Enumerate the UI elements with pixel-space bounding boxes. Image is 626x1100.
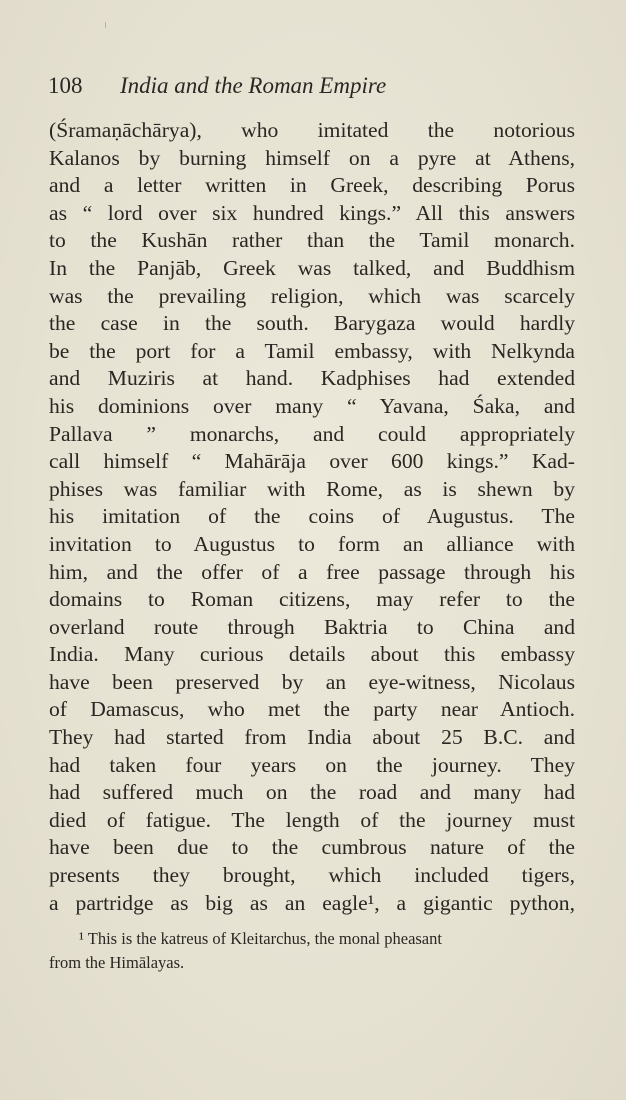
body-line: invitation to Augustus to form an alliance with [49, 531, 575, 556]
body-line: died of fatigue. The length of the journey must [49, 807, 575, 832]
body-line: was the prevailing religion, which was scarcely [49, 283, 575, 308]
footnote [49, 927, 575, 974]
page-number: 108 [48, 73, 83, 98]
footnote-line: from the Himālayas. [49, 952, 185, 972]
body-line: and a letter written in Greek, describing Porus [49, 173, 575, 198]
body-line: as “ lord over six hundred kings.” All this answers [49, 200, 575, 225]
body-line: his dominions over many “ Yavana, Śaka, and [49, 393, 575, 418]
body-line: (Śramaṇāchārya), who imitated the notorious [49, 118, 575, 142]
body-line: had taken four years on the journey. They [49, 752, 575, 777]
body-line: to the Kushān rather than the Tamil monarch. [49, 228, 575, 253]
body-line: have been preserved by an eye-witness, Nicolaus [49, 669, 575, 694]
body-line: India. Many curious details about this embassy [49, 642, 575, 667]
body-line: the case in the south. Barygaza would hardly [49, 311, 575, 336]
body-line: presents they brought, which included tigers, [49, 863, 575, 888]
paper-speck [105, 22, 106, 28]
body-line: domains to Roman citizens, may refer to the [49, 587, 575, 612]
body-line: and Muziris at hand. Kadphises had extended [49, 366, 575, 391]
body-line: Kalanos by burning himself on a pyre at Athens, [49, 145, 575, 170]
body-line: have been due to the cumbrous nature of the [49, 835, 575, 860]
body-line: In the Panjāb, Greek was talked, and Buddhism [49, 255, 575, 280]
body-line: his imitation of the coins of Augustus. The [49, 504, 575, 529]
body-line: had suffered much on the road and many had [49, 780, 575, 805]
body-line: They had started from India about 25 B.C. and [49, 725, 575, 750]
body-line: him, and the offer of a free passage through his [49, 559, 575, 584]
body-line: a partridge as big as an eagle¹, a gigantic python, [49, 890, 575, 915]
body-line: Pallava ” monarchs, and could appropriately [49, 421, 575, 446]
page-header [48, 70, 578, 102]
footnote-line: ¹ This is the katreus of Kleitarchus, the monal pheasant [79, 929, 442, 948]
body-line: phises was familiar with Rome, as is shewn by [49, 476, 575, 501]
body-line: call himself “ Mahārāja over 600 kings.” Kad- [49, 449, 575, 474]
running-title: India and the Roman Empire [120, 73, 387, 98]
body-line: overland route through Baktria to China and [49, 614, 575, 639]
body-text [49, 117, 575, 917]
body-line: be the port for a Tamil embassy, with Nelkynda [49, 338, 575, 363]
body-line: of Damascus, who met the party near Antioch. [49, 697, 575, 722]
